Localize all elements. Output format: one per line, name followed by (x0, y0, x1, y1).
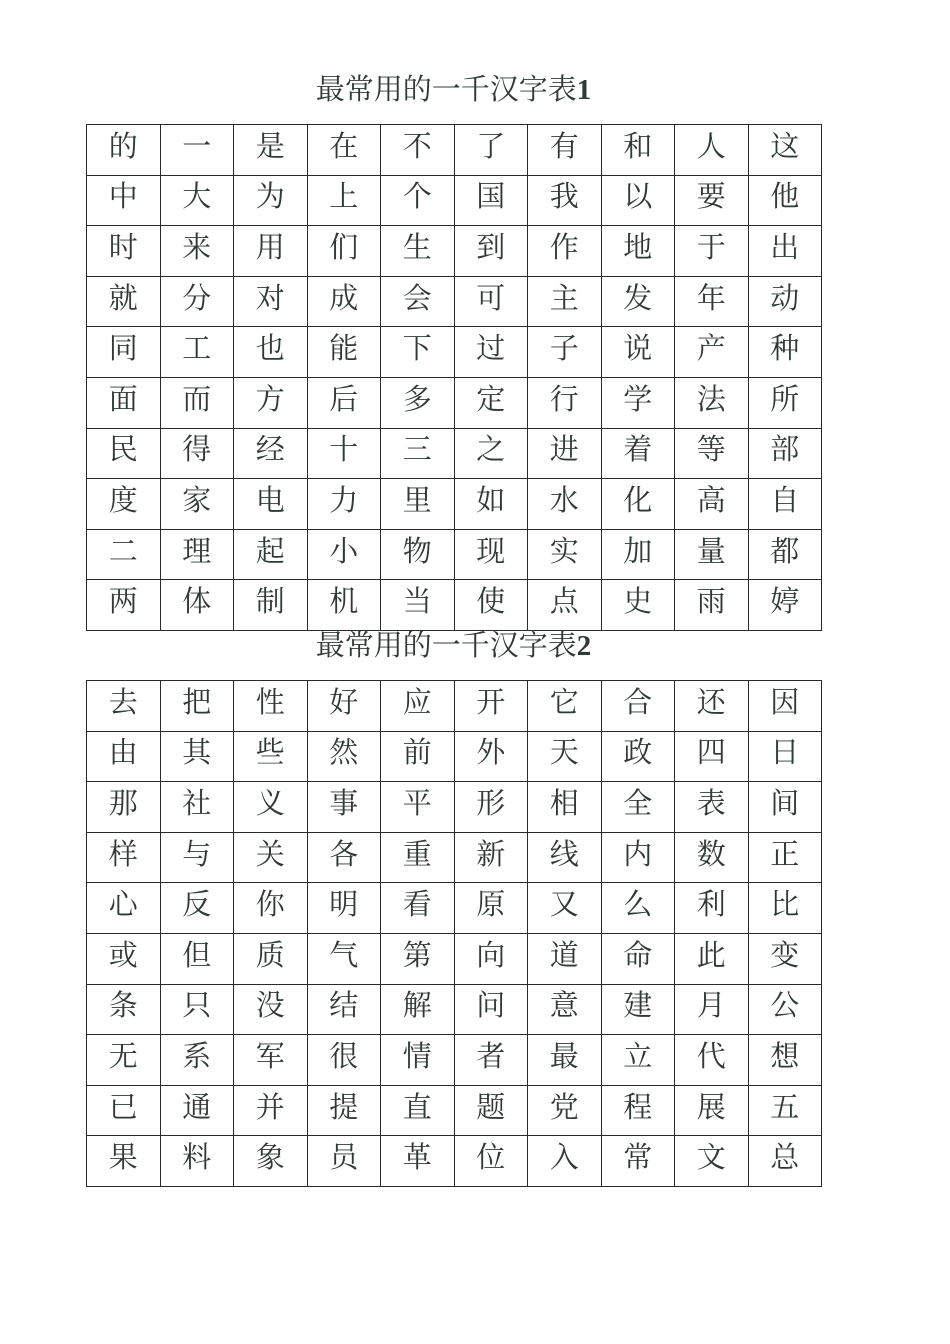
character-cell: 定 (454, 377, 528, 428)
character-cell: 们 (307, 226, 381, 277)
character-cell: 着 (601, 428, 675, 479)
table-row (87, 428, 822, 479)
character-cell: 象 (234, 1136, 308, 1187)
character-table-1 (86, 124, 822, 631)
character-cell: 公 (748, 984, 822, 1035)
table-row (87, 1136, 822, 1187)
character-cell: 为 (234, 175, 308, 226)
character-cell: 十 (307, 428, 381, 479)
character-cell: 体 (160, 580, 234, 631)
character-cell: 学 (601, 377, 675, 428)
character-cell: 对 (234, 276, 308, 327)
character-cell: 比 (748, 883, 822, 934)
character-cell: 因 (748, 681, 822, 732)
character-cell: 展 (675, 1085, 749, 1136)
character-cell: 史 (601, 580, 675, 631)
character-cell: 题 (454, 1085, 528, 1136)
character-cell: 无 (87, 1035, 161, 1086)
character-cell: 里 (381, 479, 455, 530)
character-cell: 于 (675, 226, 749, 277)
character-cell: 些 (234, 731, 308, 782)
character-cell: 家 (160, 479, 234, 530)
character-cell: 而 (160, 377, 234, 428)
character-cell: 应 (381, 681, 455, 732)
character-cell: 心 (87, 883, 161, 934)
character-cell: 子 (528, 327, 602, 378)
character-cell: 提 (307, 1085, 381, 1136)
character-cell: 形 (454, 782, 528, 833)
character-cell: 义 (234, 782, 308, 833)
character-cell: 高 (675, 479, 749, 530)
character-cell: 多 (381, 377, 455, 428)
character-cell: 民 (87, 428, 161, 479)
character-cell: 也 (234, 327, 308, 378)
character-cell: 利 (675, 883, 749, 934)
table-row (87, 782, 822, 833)
character-cell: 合 (601, 681, 675, 732)
character-cell: 么 (601, 883, 675, 934)
character-cell: 可 (454, 276, 528, 327)
character-cell: 与 (160, 832, 234, 883)
character-cell: 建 (601, 984, 675, 1035)
character-cell: 间 (748, 782, 822, 833)
character-cell: 就 (87, 276, 161, 327)
character-cell: 此 (675, 933, 749, 984)
character-cell: 最 (528, 1035, 602, 1086)
character-cell: 方 (234, 377, 308, 428)
character-cell: 天 (528, 731, 602, 782)
character-cell: 中 (87, 175, 161, 226)
character-cell: 看 (381, 883, 455, 934)
character-cell: 第 (381, 933, 455, 984)
character-cell: 果 (87, 1136, 161, 1187)
table-row (87, 377, 822, 428)
table-row (87, 883, 822, 934)
character-cell: 过 (454, 327, 528, 378)
character-cell: 你 (234, 883, 308, 934)
character-cell: 是 (234, 125, 308, 176)
character-cell: 进 (528, 428, 602, 479)
character-cell: 料 (160, 1136, 234, 1187)
character-cell: 二 (87, 529, 161, 580)
character-cell: 军 (234, 1035, 308, 1086)
character-cell: 其 (160, 731, 234, 782)
character-cell: 结 (307, 984, 381, 1035)
table-row (87, 681, 822, 732)
character-cell: 问 (454, 984, 528, 1035)
character-cell: 量 (675, 529, 749, 580)
character-cell: 了 (454, 125, 528, 176)
character-cell: 正 (748, 832, 822, 883)
character-cell: 会 (381, 276, 455, 327)
character-cell: 人 (675, 125, 749, 176)
character-cell: 成 (307, 276, 381, 327)
character-cell: 起 (234, 529, 308, 580)
character-cell: 国 (454, 175, 528, 226)
character-cell: 如 (454, 479, 528, 530)
table-1-title (86, 71, 821, 108)
character-cell: 程 (601, 1085, 675, 1136)
character-cell: 我 (528, 175, 602, 226)
character-cell: 自 (748, 479, 822, 530)
character-cell: 把 (160, 681, 234, 732)
character-cell: 物 (381, 529, 455, 580)
character-cell: 大 (160, 175, 234, 226)
character-cell: 内 (601, 832, 675, 883)
character-cell: 上 (307, 175, 381, 226)
character-cell: 三 (381, 428, 455, 479)
character-cell: 制 (234, 580, 308, 631)
character-cell: 理 (160, 529, 234, 580)
character-cell: 雨 (675, 580, 749, 631)
character-cell: 入 (528, 1136, 602, 1187)
character-cell: 水 (528, 479, 602, 530)
character-cell: 要 (675, 175, 749, 226)
character-cell: 能 (307, 327, 381, 378)
character-cell: 出 (748, 226, 822, 277)
character-cell: 性 (234, 681, 308, 732)
character-cell: 都 (748, 529, 822, 580)
character-cell: 还 (675, 681, 749, 732)
character-cell: 很 (307, 1035, 381, 1086)
character-cell: 生 (381, 226, 455, 277)
table-row (87, 276, 822, 327)
character-cell: 全 (601, 782, 675, 833)
character-cell: 一 (160, 125, 234, 176)
character-cell: 实 (528, 529, 602, 580)
character-cell: 想 (748, 1035, 822, 1086)
character-cell: 之 (454, 428, 528, 479)
character-cell: 前 (381, 731, 455, 782)
table-row (87, 175, 822, 226)
character-cell: 线 (528, 832, 602, 883)
character-cell: 现 (454, 529, 528, 580)
table-2-title-number: 2 (576, 630, 592, 662)
character-cell: 代 (675, 1035, 749, 1086)
character-cell: 已 (87, 1085, 161, 1136)
character-cell: 加 (601, 529, 675, 580)
character-cell: 时 (87, 226, 161, 277)
character-cell: 工 (160, 327, 234, 378)
character-cell: 分 (160, 276, 234, 327)
character-cell: 员 (307, 1136, 381, 1187)
character-cell: 产 (675, 327, 749, 378)
table-row (87, 226, 822, 277)
table-row (87, 125, 822, 176)
table-row (87, 832, 822, 883)
table-row (87, 327, 822, 378)
character-cell: 那 (87, 782, 161, 833)
character-cell: 气 (307, 933, 381, 984)
table-row (87, 529, 822, 580)
character-cell: 系 (160, 1035, 234, 1086)
character-cell: 当 (381, 580, 455, 631)
character-cell: 地 (601, 226, 675, 277)
character-cell: 月 (675, 984, 749, 1035)
character-cell: 力 (307, 479, 381, 530)
character-cell: 常 (601, 1136, 675, 1187)
character-cell: 不 (381, 125, 455, 176)
character-cell: 好 (307, 681, 381, 732)
character-cell: 原 (454, 883, 528, 934)
character-cell: 婷 (748, 580, 822, 631)
table-1-title-number: 1 (576, 74, 592, 106)
character-cell: 立 (601, 1035, 675, 1086)
character-cell: 经 (234, 428, 308, 479)
character-cell: 社 (160, 782, 234, 833)
character-cell: 动 (748, 276, 822, 327)
character-cell: 他 (748, 175, 822, 226)
character-cell: 的 (87, 125, 161, 176)
character-cell: 各 (307, 832, 381, 883)
character-cell: 直 (381, 1085, 455, 1136)
character-cell: 这 (748, 125, 822, 176)
table-row (87, 933, 822, 984)
character-cell: 数 (675, 832, 749, 883)
character-cell: 反 (160, 883, 234, 934)
character-cell: 面 (87, 377, 161, 428)
character-cell: 发 (601, 276, 675, 327)
character-cell: 和 (601, 125, 675, 176)
table-row (87, 1085, 822, 1136)
character-cell: 道 (528, 933, 602, 984)
character-cell: 开 (454, 681, 528, 732)
character-cell: 表 (675, 782, 749, 833)
character-cell: 小 (307, 529, 381, 580)
character-cell: 以 (601, 175, 675, 226)
character-cell: 点 (528, 580, 602, 631)
character-cell: 由 (87, 731, 161, 782)
character-cell: 部 (748, 428, 822, 479)
character-cell: 所 (748, 377, 822, 428)
character-cell: 它 (528, 681, 602, 732)
character-cell: 然 (307, 731, 381, 782)
character-cell: 变 (748, 933, 822, 984)
character-cell: 相 (528, 782, 602, 833)
character-cell: 平 (381, 782, 455, 833)
table-row (87, 731, 822, 782)
character-cell: 到 (454, 226, 528, 277)
character-cell: 作 (528, 226, 602, 277)
character-cell: 有 (528, 125, 602, 176)
character-cell: 意 (528, 984, 602, 1035)
character-cell: 下 (381, 327, 455, 378)
character-cell: 解 (381, 984, 455, 1035)
character-cell: 使 (454, 580, 528, 631)
character-cell: 又 (528, 883, 602, 934)
character-cell: 党 (528, 1085, 602, 1136)
character-cell: 质 (234, 933, 308, 984)
character-cell: 个 (381, 175, 455, 226)
character-cell: 度 (87, 479, 161, 530)
character-cell: 四 (675, 731, 749, 782)
character-cell: 向 (454, 933, 528, 984)
character-cell: 等 (675, 428, 749, 479)
character-cell: 用 (234, 226, 308, 277)
character-table-2 (86, 680, 822, 1187)
character-cell: 去 (87, 681, 161, 732)
table-row (87, 1035, 822, 1086)
character-cell: 行 (528, 377, 602, 428)
character-cell: 种 (748, 327, 822, 378)
character-cell: 只 (160, 984, 234, 1035)
table-2-title (86, 627, 821, 664)
character-cell: 者 (454, 1035, 528, 1086)
character-cell: 机 (307, 580, 381, 631)
character-cell: 来 (160, 226, 234, 277)
character-cell: 但 (160, 933, 234, 984)
character-cell: 条 (87, 984, 161, 1035)
table-1-title-text: 最常用的一千汉字表 (315, 72, 577, 106)
character-cell: 样 (87, 832, 161, 883)
character-cell: 情 (381, 1035, 455, 1086)
table-row (87, 984, 822, 1035)
character-cell: 重 (381, 832, 455, 883)
character-cell: 后 (307, 377, 381, 428)
character-cell: 电 (234, 479, 308, 530)
character-cell: 明 (307, 883, 381, 934)
character-cell: 得 (160, 428, 234, 479)
table-row (87, 479, 822, 530)
character-cell: 外 (454, 731, 528, 782)
character-cell: 日 (748, 731, 822, 782)
character-cell: 总 (748, 1136, 822, 1187)
table-row (87, 580, 822, 631)
character-cell: 命 (601, 933, 675, 984)
character-cell: 革 (381, 1136, 455, 1187)
character-cell: 或 (87, 933, 161, 984)
character-cell: 五 (748, 1085, 822, 1136)
character-cell: 新 (454, 832, 528, 883)
character-cell: 化 (601, 479, 675, 530)
character-cell: 文 (675, 1136, 749, 1187)
character-cell: 同 (87, 327, 161, 378)
character-cell: 说 (601, 327, 675, 378)
character-cell: 在 (307, 125, 381, 176)
character-cell: 没 (234, 984, 308, 1035)
character-cell: 关 (234, 832, 308, 883)
character-cell: 主 (528, 276, 602, 327)
character-cell: 法 (675, 377, 749, 428)
table-2-title-text: 最常用的一千汉字表 (315, 628, 577, 662)
character-cell: 通 (160, 1085, 234, 1136)
character-cell: 政 (601, 731, 675, 782)
character-cell: 年 (675, 276, 749, 327)
character-cell: 并 (234, 1085, 308, 1136)
character-cell: 两 (87, 580, 161, 631)
character-cell: 事 (307, 782, 381, 833)
character-cell: 位 (454, 1136, 528, 1187)
